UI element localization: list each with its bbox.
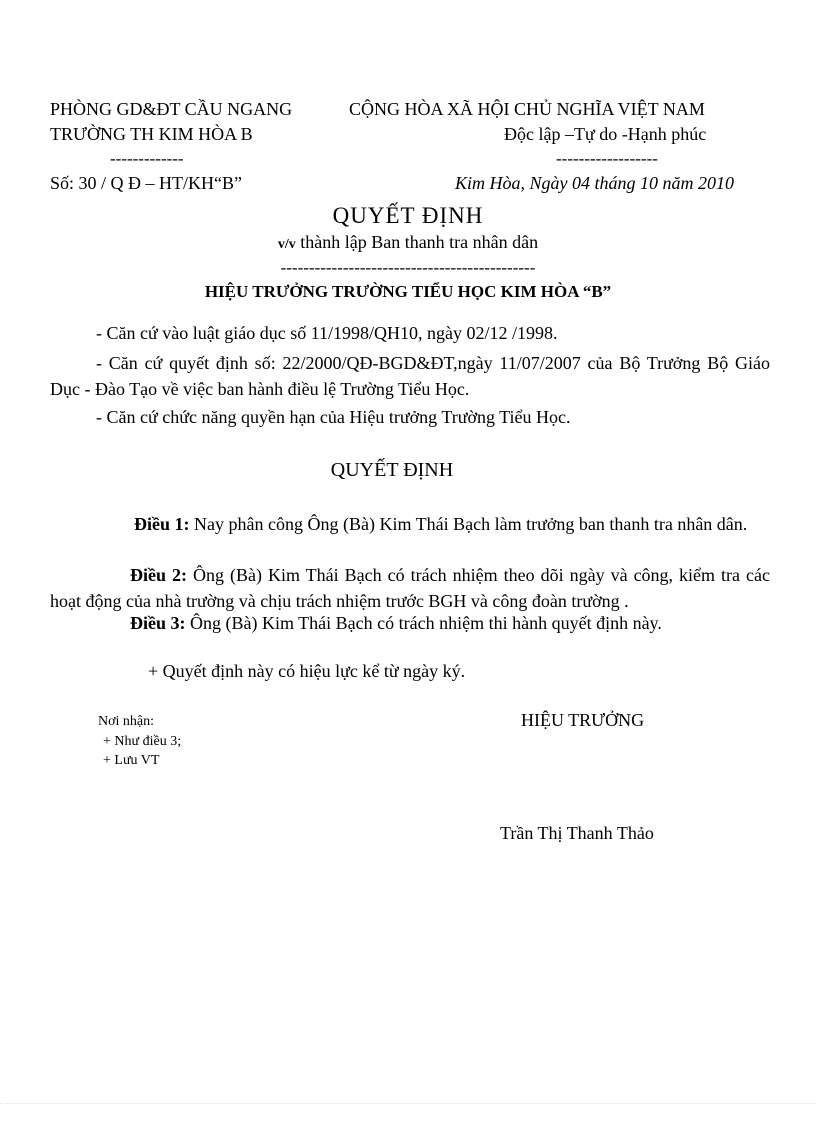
document-number: Số: 30 / Q Đ – HT/KH“B” [50,173,242,193]
article-3-text: Ông (Bà) Kim Thái Bạch có trách nhiệm thi hành quyết định này. [185,613,662,633]
motto: Độc lập –Tự do -Hạnh phúc [504,124,707,144]
document-subject [0,232,816,253]
article-1-label: Điều 1: [134,514,190,534]
article-1 [50,511,770,537]
basis-1: - Căn cứ vào luật giáo dục số 11/1998/QH10, ngày 02/12 /1998. [96,323,558,343]
basis-3: - Căn cứ chức năng quyền hạn của Hiệu trưởng Trường Tiểu Học. [96,407,571,427]
recipients-heading: Nơi nhận: [98,714,155,729]
article-3-label: Điều 3: [130,613,186,633]
title-separator: --------------------------------------------- [280,258,536,277]
subject-prefix: v/v [277,237,296,252]
article-3 [50,610,770,636]
country-name: CỘNG HÒA XÃ HỘI CHỦ NGHĨA VIỆT NAM [349,99,705,119]
document-title: QUYẾT ĐỊNH [332,203,484,228]
article-2-label: Điều 2: [130,565,187,585]
subject-text: thành lập Ban thanh tra nhân dân [295,232,539,252]
left-separator: ------------- [110,149,184,168]
recipient-item: + Lưu VT [103,753,160,768]
signature-role: HIỆU TRƯỞNG [521,710,645,730]
page-bottom-rule [0,1103,816,1105]
article-2-text: Ông (Bà) Kim Thái Bạch có trách nhiệm theo dõi ngày và công, kiểm tra các hoạt động của nhà trường và chịu trách nhiệm trước BGH và công đoàn trường . [50,565,770,611]
article-2 [50,562,770,614]
basis-2: - Căn cứ quyết định số: 22/2000/QĐ-BGD&ĐT,ngày 11/07/2007 của Bộ Trưởng Bộ Giáo Dục - Đào Tạo về việc ban hành điều lệ Trường Tiểu Học. [50,353,770,399]
right-separator: ------------------ [556,149,658,168]
effect-clause: + Quyết định này có hiệu lực kể từ ngày ký. [148,661,466,681]
signature-name: Trần Thị Thanh Thảo [500,823,654,843]
recipient-item: + Như điều 3; [103,734,182,749]
department-name: PHÒNG GD&ĐT CẦU NGANG [50,99,293,119]
article-1-text: Nay phân công Ông (Bà) Kim Thái Bạch làm trưởng ban thanh tra nhân dân. [189,514,748,534]
issuing-authority: HIỆU TRƯỞNG TRƯỜNG TIỂU HỌC KIM HÒA “B” [204,282,612,301]
document-date: Kim Hòa, Ngày 04 tháng 10 năm 2010 [455,173,734,193]
school-name: TRƯỜNG TH KIM HÒA B [50,124,253,144]
decision-heading: QUYẾT ĐỊNH [330,459,454,481]
